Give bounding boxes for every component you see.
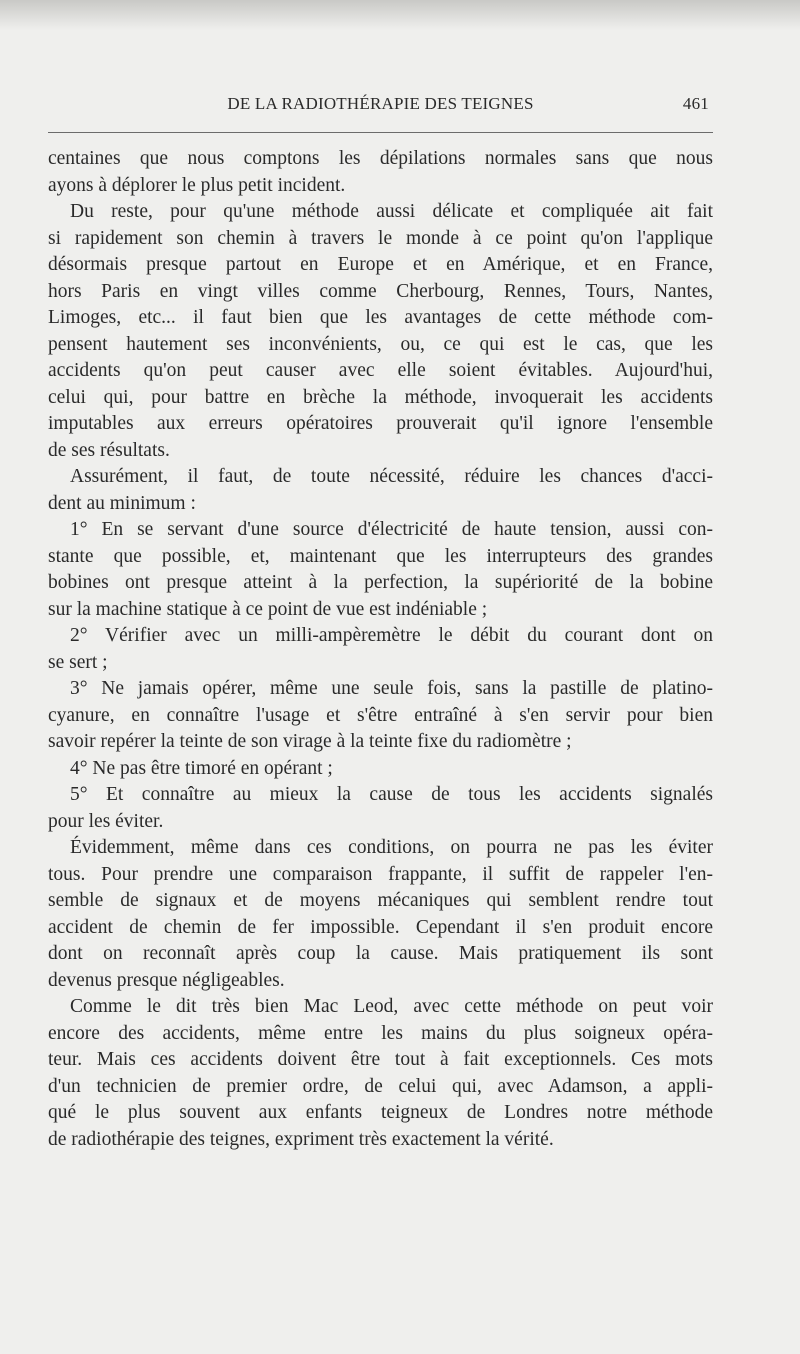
text-line: 5° Et connaître au mieux la cause de tous les accidents signalés xyxy=(70,784,713,805)
text-line: Limoges, etc... il faut bien que les avantages de cette méthode com- xyxy=(48,307,713,328)
text-line: encore des accidents, même entre les mains du plus soigneux opéra- xyxy=(48,1022,713,1044)
text-line: celui qui, pour battre en brèche la méthode, invoquerait les accidents xyxy=(48,386,713,408)
text-line: bobines ont presque atteint à la perfection, la supériorité de la bobine xyxy=(48,572,713,593)
page-number: 461 xyxy=(682,94,709,113)
running-header xyxy=(48,94,713,120)
text-line: pour les éviter. xyxy=(48,810,164,832)
text-line: savoir repérer la teinte de son virage à la teinte fixe du radiomètre ; xyxy=(48,731,572,752)
body-text xyxy=(48,146,713,1153)
text-line: pensent hautement ses inconvénients, ou, ce qui est le cas, que les xyxy=(48,333,713,355)
text-line: 4° Ne pas être timoré en opérant ; xyxy=(70,757,333,779)
text-line: de ses résultats. xyxy=(48,439,170,461)
text-line: Du reste, pour qu'une méthode aussi délicate et compliquée ait fait xyxy=(70,201,713,222)
text-line: 1° En se servant d'une source d'électricité de haute tension, aussi con- xyxy=(70,519,713,540)
text-line: de radiothérapie des teignes, expriment très exactement la vérité. xyxy=(48,1128,554,1150)
text-line: qué le plus souvent aux enfants teigneux de Londres notre méthode xyxy=(48,1102,713,1123)
text-line: imputables aux erreurs opératoires prouverait qu'il ignore l'ensemble xyxy=(48,413,713,434)
scan-edge-shadow xyxy=(0,0,800,30)
text-line: 3° Ne jamais opérer, même une seule fois, sans la pastille de platino- xyxy=(70,678,713,699)
text-line: sur la machine statique à ce point de vue est indéniable ; xyxy=(48,598,488,620)
text-line: 2° Vérifier avec un milli-ampèremètre le débit du courant dont on xyxy=(70,625,713,646)
text-line: d'un technicien de premier ordre, de celui qui, avec Adamson, a appli- xyxy=(48,1075,713,1097)
text-line: accidents qu'on peut causer avec elle soient évitables. Aujourd'hui, xyxy=(48,360,713,381)
text-line: semble de signaux et de moyens mécaniques qui semblent rendre tout xyxy=(48,890,713,911)
header-rule xyxy=(48,132,713,133)
text-line: dent au minimum : xyxy=(48,492,196,514)
text-line: Comme le dit très bien Mac Leod, avec cette méthode on peut voir xyxy=(70,996,713,1017)
text-line: tous. Pour prendre une comparaison frappante, il suffit de rappeler l'en- xyxy=(48,863,713,885)
text-line: stante que possible, et, maintenant que les interrupteurs des grandes xyxy=(48,545,713,567)
text-line: hors Paris en vingt villes comme Cherbourg, Rennes, Tours, Nantes, xyxy=(48,280,713,302)
text-line: dont on reconnaît après coup la cause. Mais pratiquement ils sont xyxy=(48,943,713,964)
text-line: devenus presque négligeables. xyxy=(48,969,285,991)
text-line: centaines que nous comptons les dépilations normales sans que nous xyxy=(48,148,713,169)
running-title: DE LA RADIOTHÉRAPIE DES TEIGNES xyxy=(227,94,534,113)
text-line: désormais presque partout en Europe et en Amérique, et en France, xyxy=(48,254,713,275)
text-line: Assurément, il faut, de toute nécessité, réduire les chances d'acci- xyxy=(70,466,713,487)
text-line: cyanure, en connaître l'usage et s'être entraîné à s'en servir pour bien xyxy=(48,704,713,726)
text-line: si rapidement son chemin à travers le monde à ce point qu'on l'applique xyxy=(48,227,713,249)
text-line: ayons à déplorer le plus petit incident. xyxy=(48,174,346,196)
text-line: Évidemment, même dans ces conditions, on pourra ne pas les éviter xyxy=(70,837,713,858)
text-line: teur. Mais ces accidents doivent être tout à fait exceptionnels. Ces mots xyxy=(48,1049,713,1070)
text-line: se sert ; xyxy=(48,651,108,673)
text-line: accident de chemin de fer impossible. Cependant il s'en produit encore xyxy=(48,916,713,938)
